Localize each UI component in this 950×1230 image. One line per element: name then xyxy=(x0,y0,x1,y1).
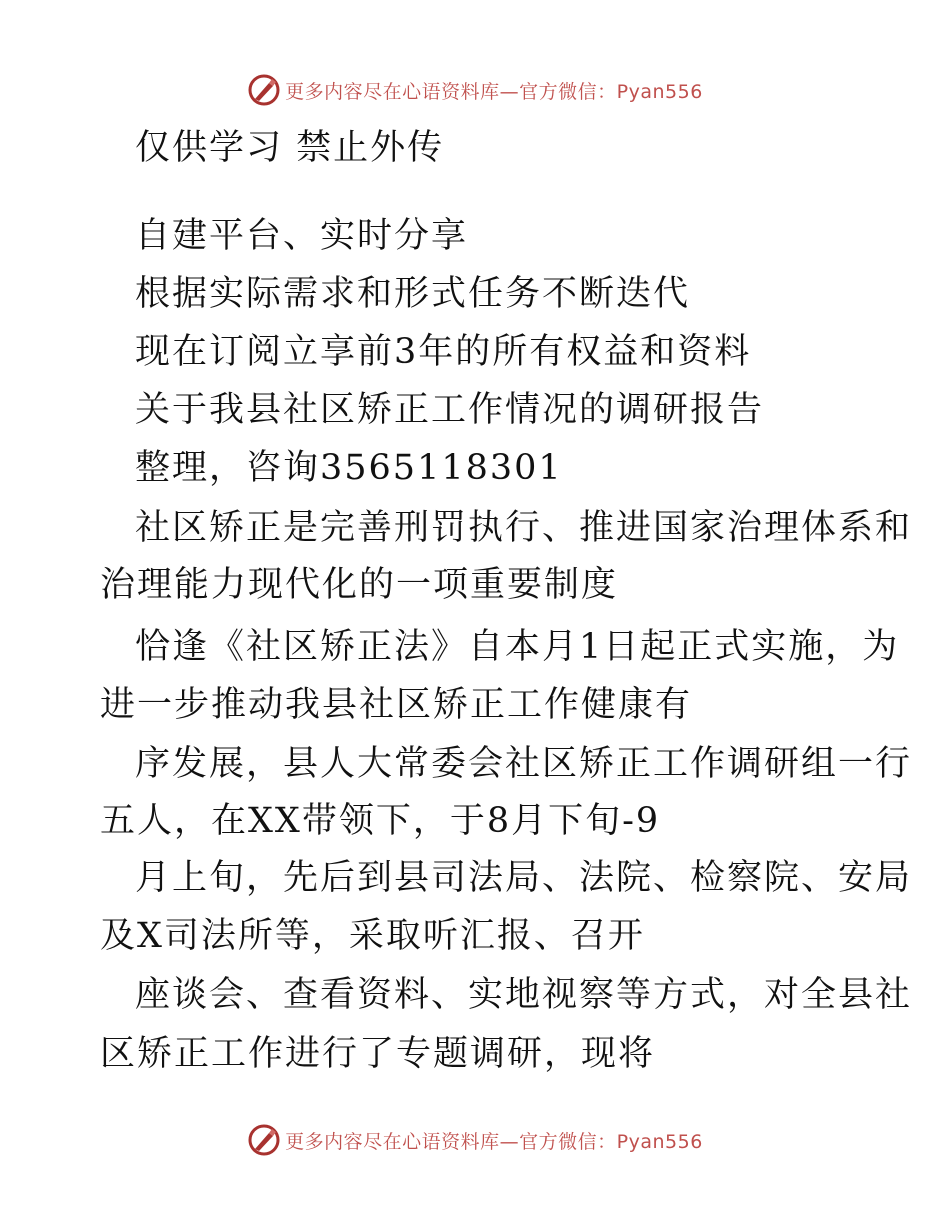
doc-line-12: 五人，在XX带领下，于8月下旬-9 xyxy=(100,801,661,841)
doc-line-10: 进一步推动我县社区矫正工作健康有 xyxy=(100,685,693,725)
doc-line-1: 仅供学习 禁止外传 xyxy=(135,128,445,168)
header-watermark-text: 更多内容尽在心语资料库—官方微信：Pyan556 xyxy=(285,80,703,103)
doc-line-16: 区矫正工作进行了专题调研，现将 xyxy=(100,1034,656,1074)
doc-line-14: 及X司法所等，采取听汇报、召开 xyxy=(100,916,645,956)
doc-line-9: 恰逢《社区矫正法》自本月1日起正式实施，为 xyxy=(135,627,900,667)
footer-watermark-text: 更多内容尽在心语资料库—官方微信：Pyan556 xyxy=(285,1130,703,1153)
doc-line-7: 社区矫正是完善刑罚执行、推进国家治理体系和 xyxy=(135,508,913,548)
doc-line-13: 月上旬，先后到县司法局、法院、检察院、安局 xyxy=(135,858,913,898)
doc-line-15: 座谈会、查看资料、实地视察等方式，对全县社 xyxy=(135,975,913,1015)
footer-watermark-banner xyxy=(0,1120,950,1160)
doc-line-2: 自建平台、实时分享 xyxy=(135,216,469,256)
doc-line-4: 现在订阅立享前3年的所有权益和资料 xyxy=(135,332,752,372)
doc-line-8: 治理能力现代化的一项重要制度 xyxy=(100,565,619,605)
doc-line-3: 根据实际需求和形式任务不断迭代 xyxy=(135,274,691,314)
pen-logo-icon xyxy=(247,73,281,107)
header-watermark-banner xyxy=(0,70,950,110)
doc-line-5: 关于我县社区矫正工作情况的调研报告 xyxy=(135,390,765,430)
doc-line-11: 序发展，县人大常委会社区矫正工作调研组一行 xyxy=(135,744,913,784)
doc-line-6: 整理，咨询3565118301 xyxy=(135,448,563,488)
pen-logo-icon xyxy=(247,1123,281,1157)
